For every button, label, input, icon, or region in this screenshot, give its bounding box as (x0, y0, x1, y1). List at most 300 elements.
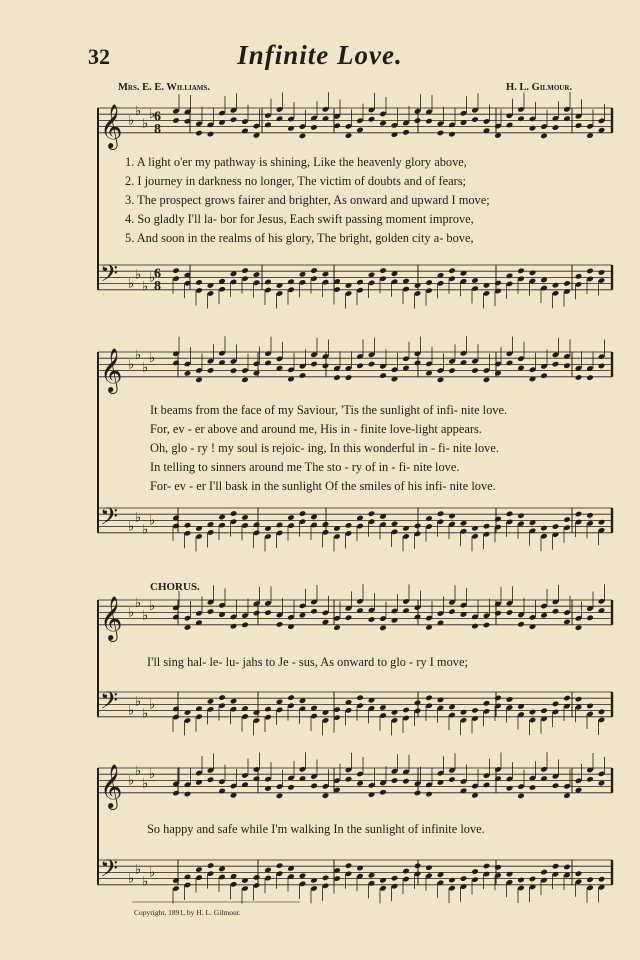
note-head (207, 131, 215, 138)
flat-sign: ♭ (142, 279, 149, 295)
note-head (586, 615, 594, 622)
note-head (379, 625, 387, 632)
note-head (310, 514, 318, 521)
note-head (299, 612, 307, 619)
chorus-label: CHORUS. (150, 581, 200, 593)
note-head (586, 512, 594, 519)
chorus-line-1: I'll sing hal- le- lu- jahs to Je - sus, As onward to glo - ry I move; (147, 655, 468, 669)
note-head (333, 374, 341, 381)
flat-sign: ♭ (149, 513, 156, 529)
note-head (207, 862, 215, 869)
note-head (598, 780, 606, 787)
note-head (310, 267, 318, 274)
note-head (379, 120, 387, 127)
note-head (598, 876, 606, 883)
note-head (287, 694, 295, 701)
note-head (195, 279, 203, 286)
note-head (230, 116, 238, 123)
verse-lyrics (125, 153, 617, 248)
note-head (230, 698, 238, 705)
note-head (345, 614, 353, 621)
note-head (172, 360, 180, 367)
verse-line-2: 2. I journey in darkness no longer, The victim of doubts and of fears; (125, 174, 466, 188)
note-head (540, 525, 548, 532)
note-head (264, 360, 272, 367)
note-head (299, 372, 307, 379)
note-head (356, 694, 364, 701)
note-head (402, 707, 410, 714)
flat-sign: ♭ (149, 599, 156, 615)
note-head (264, 525, 272, 532)
note-head (506, 871, 514, 878)
note-head (299, 873, 307, 880)
note-head (425, 118, 433, 125)
note-head (414, 700, 422, 707)
note-head (322, 709, 330, 716)
note-head (391, 521, 399, 528)
note-head (575, 273, 583, 280)
note-head (448, 776, 456, 783)
note-head (391, 777, 399, 784)
note-head (483, 863, 491, 870)
note-head (253, 521, 261, 528)
note-head (264, 785, 272, 792)
note-head (310, 608, 318, 615)
note-head (172, 790, 180, 797)
note-head (264, 609, 272, 616)
note-head (529, 784, 537, 791)
flat-sign: ♭ (142, 874, 149, 890)
note-head (379, 372, 387, 379)
note-head (529, 876, 537, 883)
note-head (391, 875, 399, 882)
note-head (425, 515, 433, 522)
note-head (437, 130, 445, 137)
flat-sign: ♭ (135, 596, 142, 612)
note-head (414, 614, 422, 621)
note-head (425, 279, 433, 286)
note-head (414, 360, 422, 367)
flat-sign: ♭ (142, 706, 149, 722)
note-head (552, 608, 560, 615)
note-head (253, 271, 261, 278)
note-head (563, 695, 571, 702)
flat-sign: ♭ (149, 697, 156, 713)
note-head (195, 377, 203, 384)
note-head (460, 709, 468, 716)
note-head (287, 623, 295, 630)
note-head (172, 267, 180, 274)
flat-sign: ♭ (135, 862, 142, 878)
note-head (563, 792, 571, 799)
note-head (563, 864, 571, 871)
note-head (563, 115, 571, 122)
note-head (552, 782, 560, 789)
note-head (437, 510, 445, 517)
note-head (218, 788, 226, 795)
refrain-line-2: For, ev - er above and around me, His in - finite love-light appears. (150, 422, 482, 436)
flat-sign: ♭ (135, 764, 142, 780)
note-head (506, 122, 514, 129)
note-head (563, 280, 571, 287)
note-head (425, 695, 433, 702)
note-head (586, 703, 594, 710)
note-head (425, 791, 433, 798)
note-head (483, 282, 491, 289)
note-head (575, 624, 583, 631)
flat-sign: ♭ (149, 767, 156, 783)
note-head (494, 280, 502, 287)
note-head (494, 610, 502, 617)
flat-sign: ♭ (142, 776, 149, 792)
chorus-lyrics-1 (147, 653, 639, 672)
note-head (322, 363, 330, 370)
note-head (379, 789, 387, 796)
note-head (402, 129, 410, 136)
note-head (287, 125, 295, 132)
note-head (184, 874, 192, 881)
note-head (379, 877, 387, 884)
refrain-line-4: In telling to sinners around me The sto - ry of in - fi- nite love. (150, 460, 460, 474)
flat-sign: ♭ (128, 871, 135, 887)
note-head (471, 868, 479, 875)
note-head (586, 876, 594, 883)
flat-sign: ♭ (128, 703, 135, 719)
verse-refrain-lyrics (150, 401, 620, 496)
note-head (241, 622, 249, 629)
chorus-lyrics-2 (147, 820, 639, 839)
note-head (586, 776, 594, 783)
note-head (517, 115, 525, 122)
note-head (264, 122, 272, 129)
note-head (368, 791, 376, 798)
bass-clef: 𝄢 (100, 686, 119, 720)
note-head (356, 865, 364, 872)
note-head (310, 361, 318, 368)
note-head (356, 363, 364, 370)
note-head (425, 864, 433, 871)
note-head (207, 608, 215, 615)
note-head (414, 282, 422, 289)
note-head (506, 511, 514, 518)
note-head (264, 706, 272, 713)
note-head (506, 273, 514, 280)
note-head (379, 267, 387, 274)
note-head (368, 616, 376, 623)
note-head (241, 377, 249, 384)
note-head (471, 623, 479, 630)
note-head (322, 271, 330, 278)
flat-sign: ♭ (135, 267, 142, 283)
note-head (402, 525, 410, 532)
note-head (172, 117, 180, 124)
flat-sign: ♭ (128, 113, 135, 129)
note-head (391, 709, 399, 716)
note-head (264, 279, 272, 286)
note-head (356, 607, 364, 614)
note-head (345, 522, 353, 529)
note-head (345, 776, 353, 783)
page-number: 32 (88, 44, 110, 69)
note-head (276, 862, 284, 869)
note-head (356, 127, 364, 134)
note-head (540, 133, 548, 140)
verse-line-1: 1. A light o'er my pathway is shining, Like the heavenly glory above, (125, 155, 467, 169)
bass-clef: 𝄢 (100, 854, 119, 888)
note-head (414, 117, 422, 124)
note-head (529, 270, 537, 277)
note-head (437, 697, 445, 704)
note-head (586, 374, 594, 381)
note-head (184, 709, 192, 716)
note-head (322, 792, 330, 799)
flat-sign: ♭ (142, 360, 149, 376)
note-head (276, 522, 284, 529)
note-head (253, 709, 261, 716)
note-head (575, 696, 583, 703)
note-head (333, 624, 341, 631)
note-head (471, 367, 479, 374)
note-head (471, 707, 479, 714)
note-head (276, 621, 284, 628)
note-head (506, 785, 514, 792)
flat-sign: ♭ (142, 608, 149, 624)
note-head (598, 269, 606, 276)
note-head (552, 124, 560, 131)
note-head (598, 519, 606, 526)
note-head (299, 775, 307, 782)
flat-sign: ♭ (149, 865, 156, 881)
note-head (540, 372, 548, 379)
note-head (448, 513, 456, 520)
note-head (517, 877, 525, 884)
flat-sign: ♭ (128, 276, 135, 292)
note-head (207, 776, 215, 783)
flat-sign: ♭ (128, 773, 135, 789)
flat-sign: ♭ (142, 116, 149, 132)
note-head (483, 377, 491, 384)
note-head (241, 267, 249, 274)
note-head (368, 872, 376, 879)
treble-clef: 𝄞 (100, 103, 123, 148)
note-head (598, 363, 606, 370)
note-head (195, 130, 203, 137)
flat-sign: ♭ (135, 510, 142, 526)
note-head (207, 367, 215, 374)
note-head (218, 866, 226, 873)
author-credit: Mrs. E. E. Williams. (118, 82, 210, 93)
note-head (402, 607, 410, 614)
flat-sign: ♭ (149, 351, 156, 367)
note-head (241, 514, 249, 521)
note-head (195, 525, 203, 532)
note-head (253, 874, 261, 881)
refrain-line-5: For- ev - er I'll bask in the sunlight Of the smiles of his infi- nite love. (150, 479, 496, 493)
note-head (483, 622, 491, 629)
flat-sign: ♭ (128, 357, 135, 373)
note-head (276, 282, 284, 289)
note-head (540, 707, 548, 714)
note-head (287, 514, 295, 521)
note-head (379, 704, 387, 711)
note-head (310, 124, 318, 131)
note-head (368, 116, 376, 123)
note-head (345, 282, 353, 289)
note-head (448, 608, 456, 615)
note-head (448, 131, 456, 138)
note-head (471, 277, 479, 284)
note-head (586, 268, 594, 275)
note-head (356, 279, 364, 286)
hymn-title: Infinite Love. (237, 40, 403, 70)
note-head (517, 621, 525, 628)
note-head (494, 864, 502, 871)
chorus-line-2: So happy and safe while I'm walking In the sunlight of infinite love. (147, 822, 485, 836)
note-head (391, 131, 399, 138)
note-head (552, 523, 560, 530)
composer-credit: H. L. Gilmour. (506, 82, 573, 93)
note-head (575, 787, 583, 794)
note-head (402, 778, 410, 785)
refrain-line-1: It beams from the face of my Saviour, 'Tis the sunlight of infi- nite love. (150, 403, 508, 417)
note-head (345, 374, 353, 381)
note-head (563, 362, 571, 369)
note-head (460, 875, 468, 882)
note-head (483, 523, 491, 530)
note-head (575, 511, 583, 518)
flat-sign: ♭ (149, 270, 156, 286)
verse-line-3: 3. The prospect grows fairer and brighter, As onward and upward I move; (125, 193, 490, 207)
note-head (483, 782, 491, 789)
note-head (230, 623, 238, 630)
note-head (184, 370, 192, 377)
note-head (448, 367, 456, 374)
note-head (207, 282, 215, 289)
note-head (241, 877, 249, 884)
note-head (195, 866, 203, 873)
note-head (540, 612, 548, 619)
note-head (230, 510, 238, 517)
note-head (172, 877, 180, 884)
note-head (529, 709, 537, 716)
note-head (540, 775, 548, 782)
note-head (253, 775, 261, 782)
note-head (552, 361, 560, 368)
note-head (299, 133, 307, 140)
note-head (586, 132, 594, 139)
note-head (414, 863, 422, 870)
note-head (471, 116, 479, 123)
note-head (529, 125, 537, 132)
note-head (276, 793, 284, 800)
note-head (552, 701, 560, 708)
note-head (299, 510, 307, 517)
note-head (437, 377, 445, 384)
note-head (563, 619, 571, 626)
note-head (575, 122, 583, 129)
flat-sign: ♭ (128, 519, 135, 535)
flat-sign: ♭ (149, 107, 156, 123)
note-head (575, 374, 583, 381)
note-head (207, 698, 215, 705)
note-head (517, 793, 525, 800)
note-head (333, 525, 341, 532)
flat-sign: ♭ (135, 104, 142, 120)
note-head (529, 623, 537, 630)
note-head (494, 516, 502, 523)
note-head (552, 863, 560, 870)
note-head (287, 784, 295, 791)
copyright-notice: Copyright, 1891, by H. L. Gilmour. (134, 908, 241, 917)
note-head (345, 862, 353, 869)
note-head (368, 361, 376, 368)
note-head (356, 780, 364, 787)
note-head (230, 367, 238, 374)
note-head (218, 694, 226, 701)
note-head (506, 696, 514, 703)
note-head (494, 775, 502, 782)
note-head (276, 115, 284, 122)
note-head (460, 520, 468, 527)
note-head (218, 514, 226, 521)
flat-sign: ♭ (142, 522, 149, 538)
note-head (517, 512, 525, 519)
time-sig-top: 6 (154, 109, 161, 125)
note-head (494, 695, 502, 702)
note-head (517, 268, 525, 275)
note-head (552, 282, 560, 289)
note-head (471, 525, 479, 532)
time-sig-bottom: 8 (154, 121, 161, 137)
note-head (299, 271, 307, 278)
note-head (540, 869, 548, 876)
note-head (483, 700, 491, 707)
note-head (414, 790, 422, 797)
note-head (218, 359, 226, 366)
note-head (322, 875, 330, 882)
note-head (345, 132, 353, 139)
note-head (172, 706, 180, 713)
note-head (506, 360, 514, 367)
note-head (253, 610, 261, 617)
note-head (391, 617, 399, 624)
verse-line-5: 5. And soon in the realms of his glory, The bright, golden city a- bove, (125, 231, 474, 245)
note-head (506, 609, 514, 616)
treble-clef: 𝄞 (100, 763, 123, 808)
note-head (563, 516, 571, 523)
refrain-line-3: Oh, glo - ry ! my soul is rejoic- ing, In this wonderful in - fi- nite love. (150, 441, 499, 455)
note-head (414, 523, 422, 530)
note-head (172, 614, 180, 621)
note-head (598, 709, 606, 716)
note-head (184, 522, 192, 529)
flat-sign: ♭ (128, 605, 135, 621)
note-head (402, 868, 410, 875)
note-head (460, 359, 468, 366)
note-head (322, 619, 330, 626)
note-head (448, 877, 456, 884)
treble-clef: 𝄞 (100, 347, 123, 392)
time-sig-top: 6 (154, 266, 161, 282)
note-head (184, 791, 192, 798)
note-head (310, 783, 318, 790)
note-head (598, 607, 606, 614)
note-head (368, 510, 376, 517)
time-sig-bottom: 8 (154, 278, 161, 294)
flat-sign: ♭ (135, 694, 142, 710)
bass-clef: 𝄢 (100, 502, 119, 536)
verse-line-4: 4. So gladly I'll la- bor for Jesus, Each swift passing moment improve, (125, 212, 474, 226)
